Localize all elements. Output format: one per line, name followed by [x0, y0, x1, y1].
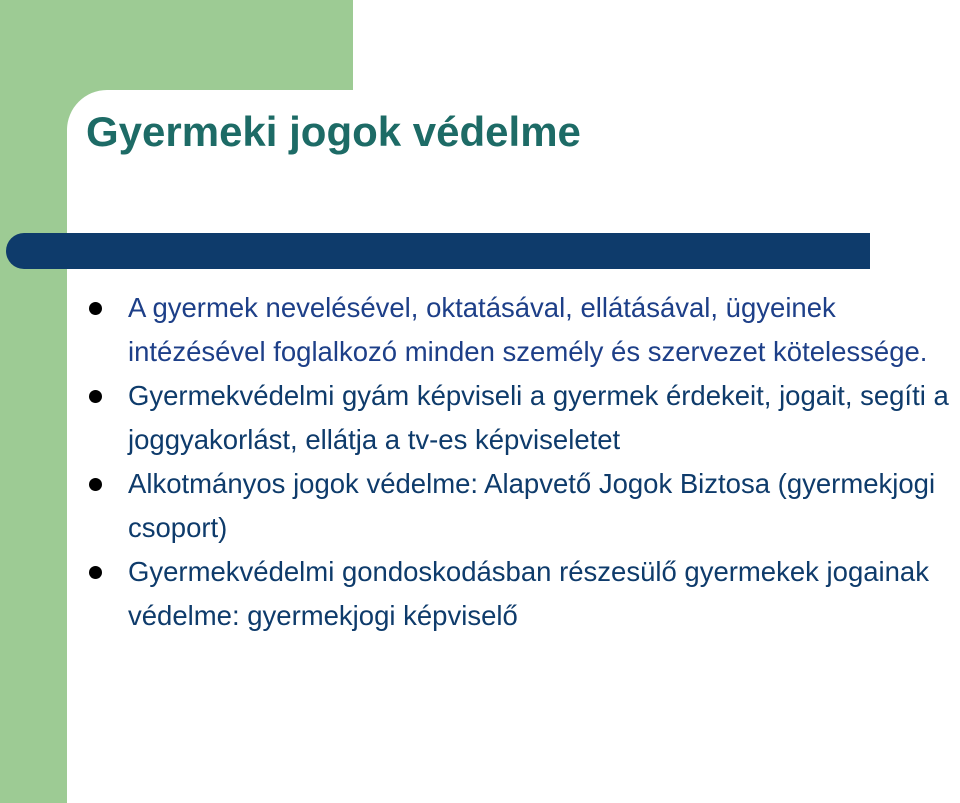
slide-title: Gyermeki jogok védelme: [86, 108, 581, 155]
bullet-text: Gyermekvédelmi gondoskodásban részesülő gyermekek jogainak védelme: gyermekjogi képviselő: [128, 556, 929, 631]
bullet-item: [0, 550, 960, 638]
bullet-dot-icon: [89, 478, 102, 491]
decorative-divider-bar: [6, 233, 870, 269]
bullet-text: A gyermek nevelésével, oktatásával, ellátásával, ügyeinek intézésével foglalkozó minden személy és szervezet kötelessége.: [128, 292, 928, 367]
bullet-item: [0, 286, 960, 374]
bullet-dot-icon: [89, 390, 102, 403]
bullet-list: [0, 286, 960, 638]
bullet-text: Gyermekvédelmi gyám képviseli a gyermek érdekeit, jogait, segíti a joggyakorlást, ellátja a tv-es képviseletet: [128, 380, 949, 455]
bullet-text: Alkotmányos jogok védelme: Alapvető Jogok Biztosa (gyermekjogi csoport): [128, 468, 936, 543]
bullet-item: [0, 374, 960, 462]
bullet-item: [0, 462, 960, 550]
bullet-dot-icon: [89, 302, 102, 315]
bullet-dot-icon: [89, 566, 102, 579]
